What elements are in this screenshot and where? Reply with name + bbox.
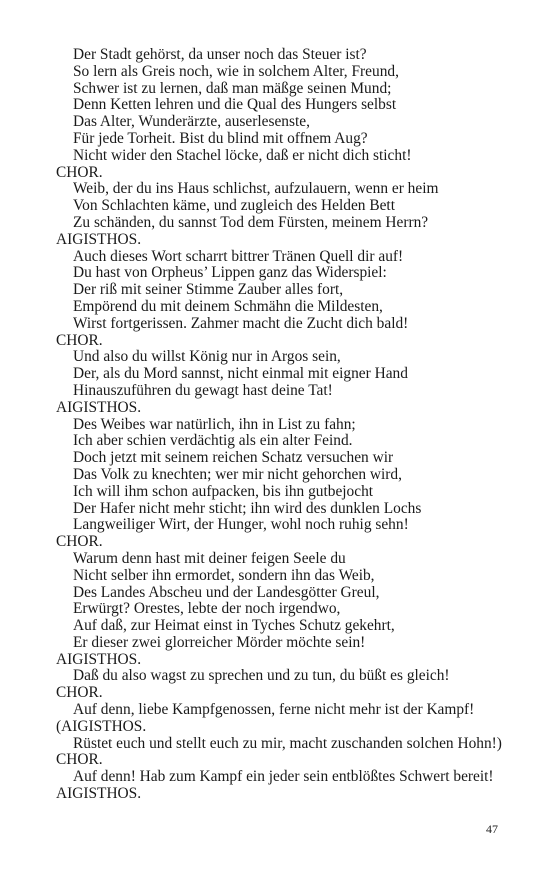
verse-line: Des Weibes war natürlich, ihn in List zu fahn; (73, 415, 356, 433)
verse-line: Doch jetzt mit seinem reichen Schatz versuchen wir (73, 449, 394, 467)
verse-line: Schwer ist zu lernen, daß man mäßge seinen Mund; (73, 79, 392, 97)
verse-line: Und also du willst König nur in Argos sein, (73, 348, 341, 366)
verse-line: Auch dieses Wort scharrt bittrer Tränen Quell dir auf! (73, 247, 404, 265)
speaker-name: CHOR. (56, 751, 103, 769)
verse-line: Für jede Torheit. Bist du blind mit offnem Aug? (73, 129, 368, 147)
verse-line: Wirst fortgerissen. Zahmer macht die Zucht dich bald! (73, 314, 409, 332)
verse-line: Auf denn, liebe Kampfgenossen, ferne nicht mehr ist der Kampf! (73, 701, 475, 719)
verse-line: Rüstet euch und stellt euch zu mir, macht zuschanden solchen Hohn!) (73, 734, 502, 752)
speaker-name: CHOR. (56, 163, 103, 181)
verse-line: Erwürgt? Orestes, lebte der noch irgendwo, (73, 600, 341, 618)
speaker-name: CHOR. (56, 331, 103, 349)
dialogue-text-block (56, 47, 526, 803)
verse-line: Das Volk zu knechten; wer mir nicht gehorchen wird, (73, 465, 402, 483)
speaker-name: AIGISTHOS. (56, 785, 142, 803)
verse-line: Auf denn! Hab zum Kampf ein jeder sein entblößtes Schwert bereit! (73, 768, 494, 786)
speaker-name: AIGISTHOS. (56, 230, 142, 248)
verse-line: Der Stadt gehörst, da unser noch das Steuer ist? (73, 46, 367, 63)
verse-line: So lern als Greis noch, wie in solchem Alter, Freund, (73, 62, 399, 80)
verse-line: Der Hafer nicht mehr sticht; ihn wird des dunklen Lochs (73, 499, 422, 517)
speaker-name: (AIGISTHOS. (56, 717, 147, 735)
verse-line: Langweiliger Wirt, der Hunger, wohl noch ruhig sehn! (73, 516, 409, 534)
verse-line: Er dieser zwei glorreicher Mörder möchte sein! (73, 633, 366, 651)
verse-line: Warum denn hast mit deiner feigen Seele du (73, 549, 346, 567)
speaker-name: CHOR. (56, 533, 103, 551)
speaker-name: AIGISTHOS. (56, 398, 142, 416)
verse-line: Des Landes Abscheu und der Landesgötter Greul, (73, 583, 380, 601)
verse-line: Empörend du mit deinem Schmähn die Mildesten, (73, 297, 383, 315)
verse-line: Nicht selber ihn ermordet, sondern ihn das Weib, (73, 566, 375, 584)
verse-line: Das Alter, Wunderärzte, auserlesenste, (73, 113, 310, 131)
speaker-name: CHOR. (56, 684, 103, 702)
verse-line: Du hast von Orpheus’ Lippen ganz das Widerspiel: (73, 264, 387, 282)
verse-line: Hinauszuführen du gewagt hast deine Tat! (73, 381, 333, 399)
speaker-name: AIGISTHOS. (56, 650, 142, 668)
page-number: 47 (486, 822, 498, 836)
verse-line: Von Schlachten käme, und zugleich des Helden Bett (73, 197, 395, 215)
verse-line: Weib, der du ins Haus schlichst, aufzulauern, wenn er heim (73, 180, 439, 198)
verse-line: Nicht wider den Stachel löcke, daß er nicht dich sticht! (73, 146, 412, 164)
verse-line: Der riß mit seiner Stimme Zauber alles fort, (73, 281, 344, 299)
verse-line: Auf daß, zur Heimat einst in Tyches Schutz gekehrt, (73, 617, 395, 635)
verse-line: Denn Ketten lehren und die Qual des Hungers selbst (73, 96, 397, 114)
verse-line: Zu schänden, du sannst Tod dem Fürsten, meinem Herrn? (73, 213, 429, 231)
verse-line: Ich will ihm schon aufpacken, bis ihn gutbejocht (73, 482, 374, 500)
verse-line: Daß du also wagst zu sprechen und zu tun, du büßt es gleich! (73, 667, 450, 685)
verse-line: Ich aber schien verdächtig als ein alter Feind. (73, 432, 353, 450)
verse-line: Der, als du Mord sannst, nicht einmal mit eigner Hand (73, 365, 408, 383)
